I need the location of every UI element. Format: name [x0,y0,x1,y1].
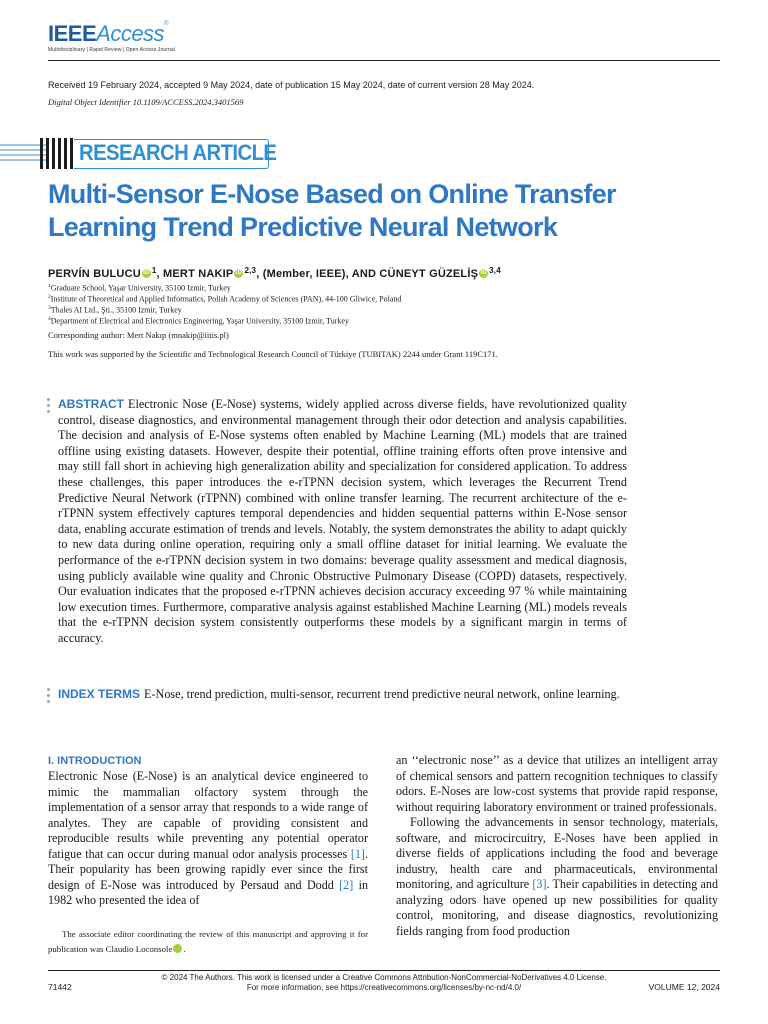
body-text: Following the advancements in sensor technology, materials, software, and microcircuitry, E-Noses have been applied in diverse fields of applications including the food and beverage industry, health care and pharmaceuticals, environmental monitoring, and agriculture [396,815,718,891]
banner-bars-icon [40,138,76,169]
author-name: , (Member, IEEE), AND CÜNEYT GÜZELİŞ [256,268,479,280]
header-rule [48,60,720,61]
body-paragraph [396,815,718,939]
affiliation: $^4$Department of Electrical and Electronics Engineering, Yaşar University, 35100 Izmir, Turkey [48,316,349,326]
citation-link[interactable]: [2] [339,877,354,892]
abstract-label: ABSTRACT [58,397,124,411]
affiliation: $^1$Graduate School, Yaşar University, 35100 Izmir, Turkey [48,283,231,293]
license-line: © 2024 The Authors. This work is licensed under a Creative Commons Attribution-NonCommercial-NoDerivatives 4.0 License. [161,973,607,982]
left-column-text [48,769,368,909]
logo-access: Access [96,21,165,46]
index-terms-label: INDEX TERMS [58,687,141,701]
affiliation: $^3$Thales AI Ltd., Şti., 35100 Izmir, Turkey [48,305,182,315]
author-affiliation-sup: 3,4 [489,266,501,275]
citation-link[interactable]: [1] [350,846,365,861]
volume-label: VOLUME 12, 2024 [648,982,720,992]
body-paragraph: an ‘‘electronic nose’’ as a device that utilizes an intelligent array of chemical sensors and pattern recognition techniques to classify odors. E-Noses are low-cost systems that provide rapid response, without requiring laboratory environment or trained professionals. [396,753,718,814]
received-dates: Received 19 February 2024, accepted 9 May 2024, date of publication 15 May 2024, date of current version 28 May 2024. [48,80,535,90]
trademark-icon: ® [164,21,169,27]
orcid-icon[interactable]: iD [235,270,243,276]
author-name: PERVÍN BULUCU [48,268,141,280]
author-affiliation-sup: 1 [151,266,157,275]
orcid-icon[interactable]: iD [143,270,150,276]
abstract [58,397,627,647]
logo-ieee: IEEE [48,21,97,46]
editor-footnote: The associate editor coordinating the review of this manuscript and approving it for publication was Claudio Loconsole iD. [48,929,368,954]
index-terms-text: E-Nose, trend prediction, multi-sensor, recurrent trend predictive neural network, online learning. [144,687,620,701]
corresponding-author: Corresponding author: Mert Nakıp (mnakip@iitis.pl) [48,330,229,340]
abstract-text: Electronic Nose (E-Nose) systems, widely applied across diverse fields, have revolutionized quality control, disease diagnostics, and environmental management through their odor detection and analysis capabilities. The decision and analysis of E-Nose systems often enabled by Machine Learning (ML) models that are trained offline using existing datasets. However, despite their potential, offline training efforts often prove intensive and may still fall short in achieving high generalization ability and specialization for considered application. To address these challenges, this paper introduces the e-rTPNN decision system, which leverages the Recurrent Trend Predictive Neural Network (rTPNN) combined with online transfer learning. The recurrent architecture of the e-rTPNN system effectively captures temporal dependencies and hidden sequential patterns within E-Nose sensor data, enabling accurate estimation of trends and levels. Notably, the system demonstrates the ability to adapt quickly to new data during online operation, requiring only a small offline dataset for initial learning. We evaluate the performance of the e-rTPNN decision system in two domains: beverage quality assessment and medical diagnosis, using publicly available wine quality and Chronic Obstructive Pulmonary Disease (COPD) datasets, respectively. Our evaluation indicates that the proposed e-rTPNN achieves decision accuracy exceeding 97 % while maintaining low execution times. Furthermore, comparative analysis against established Machine Learning (ML) models reveals that the e-rTPNN decision system consistently outperforms these models by a significant margin in terms of accuracy. [58,397,627,645]
body-text: Electronic Nose (E-Nose) is an analytical device engineered to mimic the mammalian olfactory system through the implementation of a sensor array that responds to a wide range of analytes. They are capable of providing consistent and reproducible results while preventing any potential operator fatigue that can occur during manual odor analysis processes [48,769,368,861]
abstract-dots-icon [47,398,51,416]
affiliation: $^2$Institute of Theoretical and Applied Informatics, Polish Academy of Sciences (PAN), 44-100 Gliwice, Poland [48,294,402,304]
doi-line: Digital Object Identifier 10.1109/ACCESS.2024.3401569 [48,97,244,107]
citation-link[interactable]: [3] [532,877,547,891]
funding-note: This work was supported by the Scientific and Technological Research Council of Türkiye (TUBITAK) 2244 under Grant 119C171. [48,349,498,359]
index-terms [58,687,627,703]
author-list [48,266,501,280]
license-notice [48,973,720,993]
orcid-icon[interactable]: iD [480,270,487,276]
body-text: . Their popularity has been growing rapidly ever since the first design of E-Nose was introduced by Persaud and Dodd [48,846,368,892]
index-terms-dots-icon [47,688,51,706]
footnote-text: The associate editor coordinating the review of this manuscript and approving it for publication was Claudio Loconsole [48,929,368,954]
body-text: in 1982 who presented the idea of [48,877,369,907]
orcid-icon[interactable]: iD [173,944,182,953]
section-heading: I. INTRODUCTION [48,755,142,767]
journal-logo [48,21,168,47]
author-affiliation-sup: 2,3 [244,266,257,275]
journal-tagline: Multidisciplinary | Rapid Review | Open Access Journal [48,47,175,53]
page-number: 71442 [48,982,72,992]
author-name: , MERT NAKIP [156,268,234,280]
footer-rule [48,970,720,971]
paper-title: Multi-Sensor E-Nose Based on Online Transfer Learning Trend Predictive Neural Network [48,179,616,242]
right-column-text [396,753,718,939]
article-type: RESEARCH ARTICLE [79,140,277,165]
license-link[interactable]: For more information, see https://creativecommons.org/licenses/by-nc-nd/4.0/ [246,983,522,992]
body-text: . Their capabilities in detecting and analyzing odors have opened up new possibilities for quality control, monitoring, and disease diagnostics, revolutionizing fields ranging from food production [396,877,718,938]
